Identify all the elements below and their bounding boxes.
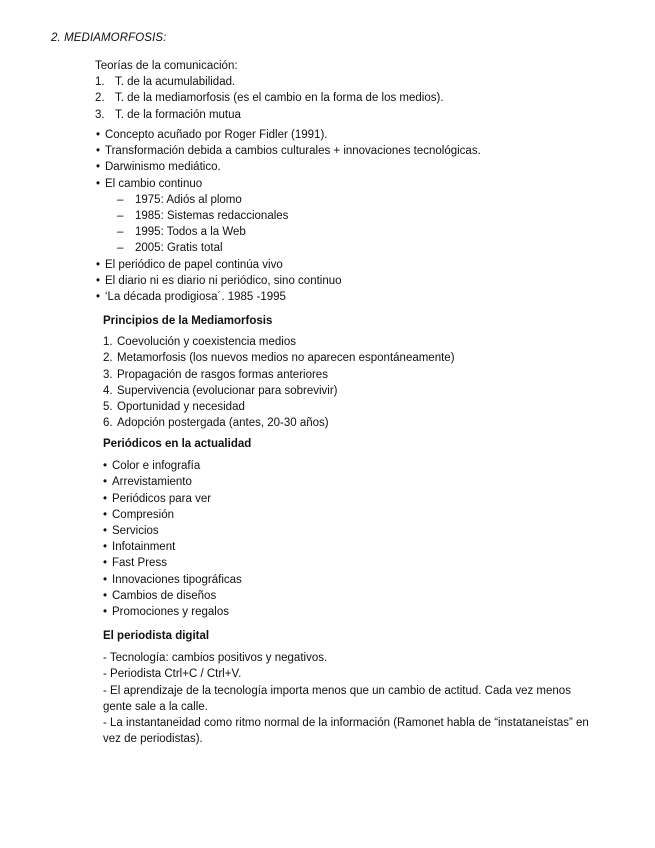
list-item: [103, 334, 623, 350]
list-item: [96, 127, 616, 143]
theories-intro: Teorías de la comunicación:: [95, 60, 238, 72]
list-item: [96, 159, 616, 175]
list-text: T. de la acumulabilidad.: [115, 76, 236, 89]
list-text: Cambios de diseños: [112, 589, 217, 602]
periodista-heading: El periodista digital: [103, 630, 210, 642]
list-item: [96, 289, 616, 305]
section-title: 2. MEDIAMORFOSIS:: [51, 32, 167, 44]
list-item: [103, 415, 623, 431]
bullet-marker: •: [103, 541, 108, 554]
bullet-marker: •: [96, 258, 101, 271]
list-item: [103, 491, 623, 507]
list-item: [103, 399, 623, 415]
principles-heading: Principios de la Mediamorfosis: [103, 315, 273, 327]
list-text: Color e infografía: [112, 460, 201, 473]
bullet-marker: •: [96, 291, 101, 304]
list-text: 2005: Gratis total: [135, 242, 223, 255]
list-number: 3.: [95, 108, 105, 121]
timeline-item: [117, 224, 616, 240]
list-item: [103, 523, 623, 539]
periodista-line: - El aprendizaje de la tecnología importa menos que un cambio de actitud. Cada vez menos gente sale a la calle.: [103, 684, 571, 713]
list-text: Darwinismo mediático.: [105, 161, 221, 174]
list-text: El diario ni es diario ni periódico, sino continuo: [105, 274, 342, 287]
timeline-list: [96, 192, 616, 257]
dash-marker: –: [117, 210, 124, 223]
list-text: Adopción postergada (antes, 20-30 años): [117, 417, 329, 430]
bullet-marker: •: [103, 589, 108, 602]
list-item: [103, 539, 623, 555]
list-item: [103, 588, 623, 604]
list-text: ‘La década prodigiosa´. 1985 -1995: [105, 291, 286, 304]
list-text: Transformación debida a cambios culturales + innovaciones tecnológicas.: [105, 145, 481, 158]
periodista-block: [103, 628, 598, 747]
list-text: Oportunidad y necesidad: [117, 401, 245, 414]
periodicos-heading: Periódicos en la actualidad: [103, 438, 252, 450]
theories-list: [95, 74, 615, 123]
list-text: Periódicos para ver: [112, 492, 212, 505]
bullet-marker: •: [103, 573, 108, 586]
list-item: [103, 555, 623, 571]
bullet-marker: •: [96, 145, 101, 158]
list-item: [103, 604, 623, 620]
list-number: 2.: [103, 352, 113, 365]
list-item: [103, 474, 623, 490]
list-item: [103, 367, 623, 383]
concepts-list: [96, 127, 616, 192]
periodista-line: - La instantaneidad como ritmo normal de la información (Ramonet habla de “instataneístas” en vez de periodistas).: [103, 717, 589, 746]
periodicos-list: [103, 458, 623, 620]
list-text: Coevolución y coexistencia medios: [117, 336, 296, 349]
list-item: [103, 383, 623, 399]
list-number: 2.: [95, 92, 105, 105]
list-item: [96, 143, 616, 159]
list-text: T. de la formación mutua: [115, 108, 241, 121]
theories-block: [95, 58, 615, 123]
list-item: [96, 257, 616, 273]
list-number: 4.: [103, 384, 113, 397]
list-number: 1.: [95, 76, 105, 89]
bullet-marker: •: [103, 525, 108, 538]
list-item: [103, 572, 623, 588]
bullet-marker: •: [103, 606, 108, 619]
periodicos-block: [103, 436, 623, 620]
periodista-line: - Tecnología: cambios positivos y negativos.: [103, 652, 328, 665]
list-text: Supervivencia (evolucionar para sobrevivir): [117, 384, 338, 397]
bullet-marker: •: [103, 460, 108, 473]
periodista-line: - Periodista Ctrl+C / Ctrl+V.: [103, 668, 242, 681]
list-text: Innovaciones tipográficas: [112, 573, 242, 586]
list-item: [96, 273, 616, 289]
list-item: [103, 458, 623, 474]
list-text: Metamorfosis (los nuevos medios no aparecen espontáneamente): [117, 352, 455, 365]
list-text: El cambio continuo: [105, 177, 203, 190]
list-number: 5.: [103, 401, 113, 414]
list-text: El periódico de papel continúa vivo: [105, 258, 283, 271]
list-text: T. de la mediamorfosis (es el cambio en la forma de los medios).: [115, 92, 444, 105]
bullet-marker: •: [96, 161, 101, 174]
list-text: Promociones y regalos: [112, 606, 229, 619]
list-text: Concepto acuñado por Roger Fidler (1991).: [105, 129, 328, 141]
principles-block: [103, 313, 623, 431]
list-number: 6.: [103, 417, 113, 430]
bullet-marker: •: [103, 508, 108, 521]
list-text: Fast Press: [112, 557, 167, 570]
list-text: Servicios: [112, 525, 159, 538]
list-item: [95, 90, 615, 106]
list-item: [96, 176, 616, 192]
bullet-marker: •: [96, 177, 101, 190]
list-item: [103, 350, 623, 366]
bullet-marker: •: [103, 476, 108, 489]
concepts-block: [96, 127, 616, 305]
bullet-marker: •: [103, 557, 108, 570]
dash-marker: –: [117, 242, 124, 255]
list-text: 1995: Todos a la Web: [135, 226, 246, 239]
list-item: [103, 507, 623, 523]
concepts-more-list: [96, 257, 616, 306]
timeline-item: [117, 208, 616, 224]
list-item: [95, 74, 615, 90]
list-text: Compresión: [112, 508, 174, 521]
list-text: 1985: Sistemas redaccionales: [135, 210, 289, 223]
list-text: Infotainment: [112, 541, 176, 554]
list-text: Propagación de rasgos formas anteriores: [117, 368, 328, 381]
timeline-item: [117, 240, 616, 256]
list-number: 1.: [103, 336, 113, 349]
list-text: Arrevistamiento: [112, 476, 192, 489]
principles-list: [103, 334, 623, 431]
list-text: 1975: Adiós al plomo: [135, 193, 242, 206]
list-item: [95, 107, 615, 123]
list-number: 3.: [103, 368, 113, 381]
dash-marker: –: [117, 226, 124, 239]
dash-marker: –: [117, 193, 124, 206]
bullet-marker: •: [96, 274, 101, 287]
bullet-marker: •: [103, 492, 108, 505]
timeline-item: [117, 192, 616, 208]
bullet-marker: •: [96, 129, 101, 141]
